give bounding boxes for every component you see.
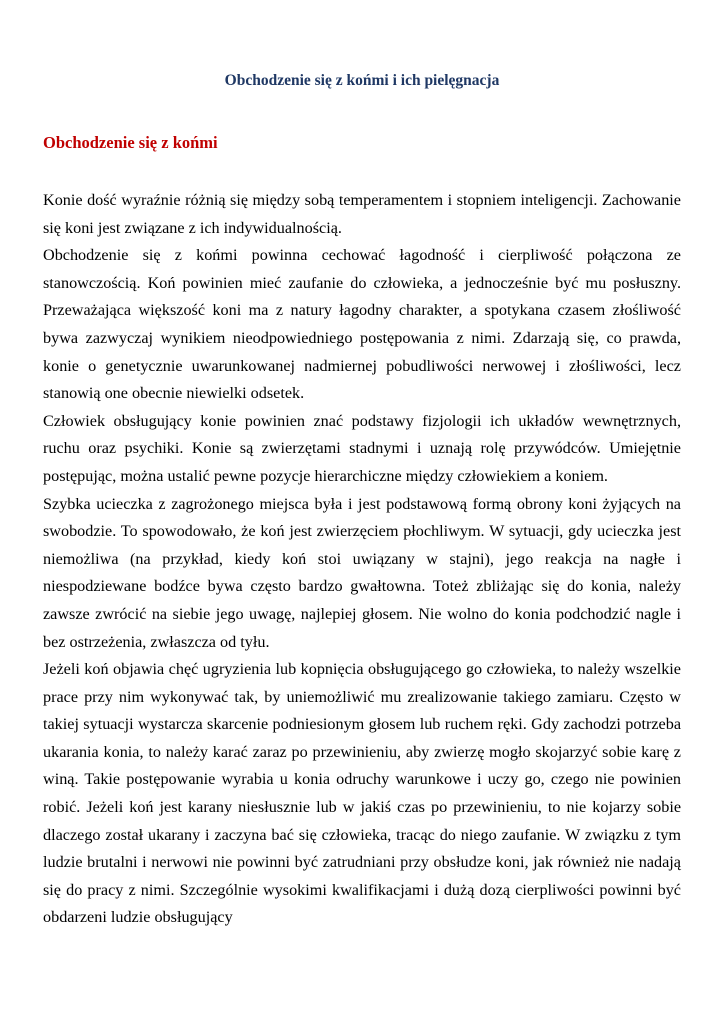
paragraph: Jeżeli koń objawia chęć ugryzienia lub kopnięcia obsługującego go człowieka, to należy wszelkie prace przy nim wykonywać tak, by uniemożliwić mu zrealizowanie takiego zamiaru. Często w takiej sytuacji wystarcza skarcenie podniesionym głosem lub ruchem ręki. Gdy zachodzi potrzeba ukarania konia, to należy karać zaraz po przewinieniu, aby zwierzę mogło skojarzyć sobie karę z winą. Takie postępowanie wyrabia u konia odruchy warunkowe i uczy go, czego nie powinien robić. Jeżeli koń jest karany niesłusznie lub w jakiś czas po przewinieniu, to nie kojarzy sobie dlaczego został ukarany i zaczyna bać się człowieka, tracąc do niego zaufanie. W związku z tym ludzie brutalni i nerwowi nie powinni być zatrudniani przy obsłudze koni, jak również nie nadają się do pracy z nimi. Szczególnie wysokimi kwalifikacjami i dużą dozą cierpliwości powinni być obdarzeni ludzie obsługujący (43, 660, 681, 927)
paragraph: Konie dość wyraźnie różnią się między sobą temperamentem i stopniem inteligencji. Zachowanie się koni jest związane z ich indywidualnością. (43, 191, 681, 237)
body-text (43, 187, 681, 932)
paragraph: Obchodzenie się z końmi powinna cechować łagodność i cierpliwość połączona ze stanowczością. Koń powinien mieć zaufanie do człowieka, a jednocześnie być mu posłuszny. Przeważająca większość koni ma z natury łagodny charakter, a spotykana czasem złośliwość bywa zazwyczaj wynikiem nieodpowiedniego postępowania z nimi. Zdarzają się, co prawda, konie o genetycznie uwarunkowanej nadmiernej pobudliwości nerwowej i złośliwości, lecz stanowią one obecnie niewielki odsetek. (43, 246, 681, 403)
paragraph: Szybka ucieczka z zagrożonego miejsca była i jest podstawową formą obrony koni żyjących na swobodzie. To spowodowało, że koń jest zwierzęciem płochliwym. W sytuacji, gdy ucieczka jest niemożliwa (na przykład, kiedy koń stoi uwiązany w stajni), jego reakcja na nagłe i niespodziewane bodźce bywa często bardzo gwałtowna. Toteż zbliżając się do konia, należy zawsze zwrócić na siebie jego uwagę, najlepiej głosem. Nie wolno do konia podchodzić nagle i bez ostrzeżenia, zwłaszcza od tyłu. (43, 494, 681, 651)
section-heading: Obchodzenie się z końmi (43, 133, 218, 152)
paragraph: Człowiek obsługujący konie powinien znać podstawy fizjologii ich układów wewnętrznych, ruchu oraz psychiki. Konie są zwierzętami stadnymi i uznają rolę przywódców. Umiejętnie postępując, można ustalić pewne pozycje hierarchiczne między człowiekiem a koniem. (43, 411, 681, 485)
document-title: Obchodzenie się z końmi i ich pielęgnacja (224, 72, 500, 89)
